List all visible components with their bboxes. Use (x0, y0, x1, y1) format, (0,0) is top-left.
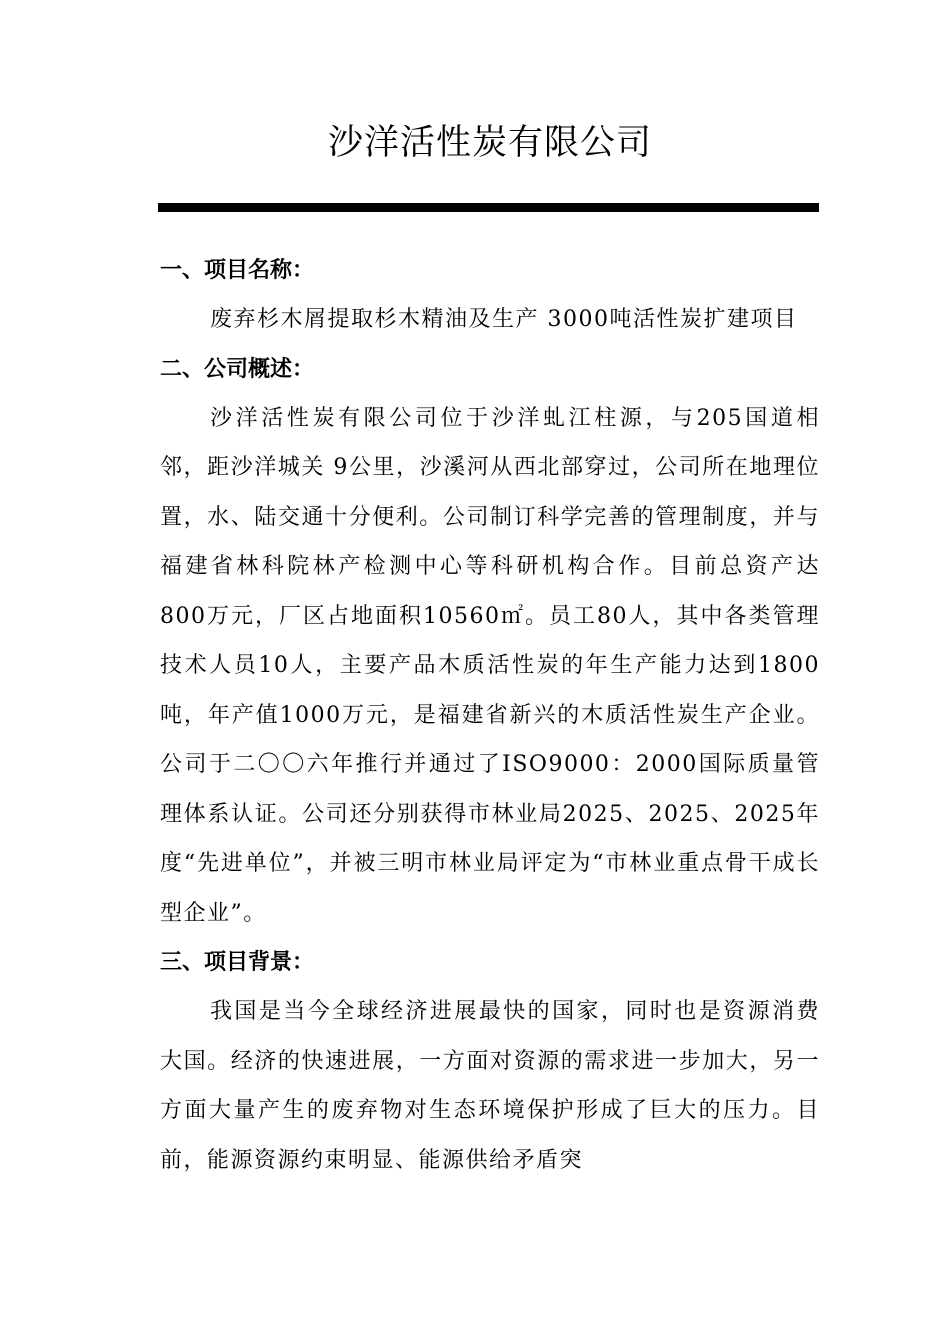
document-body (160, 246, 820, 1185)
title-divider (158, 203, 819, 212)
section-paragraph-company-overview: 沙洋活性炭有限公司位于沙洋虬江柱源，与205国道相邻，距沙洋城关 9公里，沙溪河从西北部穿过，公司所在地理位置，水、陆交通十分便利。公司制订科学完善的管理制度，并与福建省林科院林产检测中心等科研机构合作。目前总资产达 800万元，厂区占地面积10560㎡。员工80人，其中各类管理技术人员10人，主要产品木质活性炭的年生产能力达到1800吨，年产值1000万元，是福建省新兴的木质活性炭生产企业。公司于二〇〇六年推行并通过了ISO9000：2000国际质量管理体系认证。公司还分别获得市林业局2025、2025、2025年度“先进单位”，并被三明市林业局评定为“市林业重点骨干成长型企业”。 (160, 405, 820, 926)
section-paragraph-project-name: 废弃杉木屑提取杉木精油及生产 3000吨活性炭扩建项目 (210, 307, 798, 332)
document-title: 沙洋活性炭有限公司 (327, 123, 652, 163)
section-paragraph-project-background: 我国是当今全球经济进展最快的国家，同时也是资源消费大国。经济的快速进展，一方面对资源的需求进一步加大，另一方面大量产生的废弃物对生态环境保护形成了巨大的压力。目前，能源资源约束明显、能源供给矛盾突 (160, 999, 820, 1173)
section-heading-project-background: 三、项目背景： (160, 950, 315, 975)
section-heading-project-name: 一、项目名称： (160, 258, 315, 283)
section-heading-company-overview: 二、公司概述： (160, 356, 315, 382)
